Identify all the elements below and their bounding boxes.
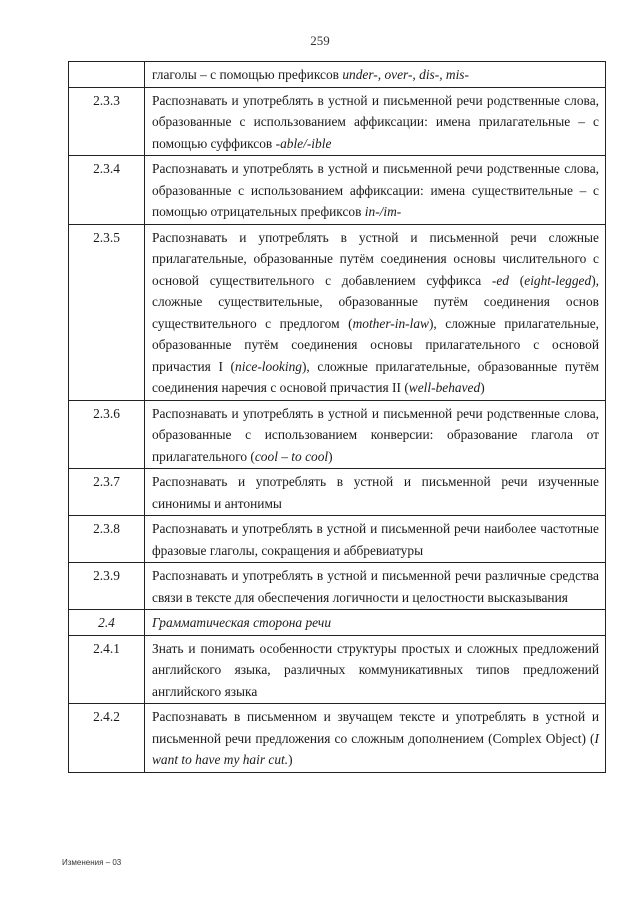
- item-description: [145, 635, 606, 704]
- item-description: [145, 469, 606, 516]
- table-row: [69, 635, 606, 704]
- item-number: 2.3.3: [69, 87, 145, 156]
- requirements-table: [68, 61, 606, 773]
- text-segment: ): [288, 752, 293, 767]
- text-segment: Распознавать и употреблять в устной и письменной речи родственные слова, образованные с использованием аффиксации: имена существительные – с помощью отрицательных префиксов: [152, 161, 599, 219]
- text-segment: ): [480, 380, 485, 395]
- text-segment: Распознавать и употреблять в устной и письменной речи различные средства связи в тексте для обеспечения логичности и целостности высказывания: [152, 568, 599, 605]
- text-segment: Грамматическая сторона речи: [152, 615, 332, 630]
- text-segment: Распознавать и употреблять в устной и письменной речи родственные слова, образованные с использованием аффиксации: имена прилагательные – с помощью суффиксов: [152, 92, 599, 151]
- text-segment: Распознавать и употреблять в устной и письменной речи изученные синонимы и антонимы: [152, 474, 599, 511]
- text-segment: ), сложные прилагательные, образованные путём соединения наречия с основой причастия II (: [152, 358, 599, 395]
- text-segment: Знать и понимать особенности структуры простых и сложных предложений английского языка, различных коммуникативных типов предложений английского языка: [152, 640, 599, 699]
- item-description: [145, 156, 606, 225]
- page-number: 259: [310, 33, 330, 48]
- italic-example: I want to have my hair cut.: [152, 730, 599, 767]
- item-number: 2.3.4: [69, 156, 145, 225]
- item-description: [145, 704, 606, 773]
- table-row: [69, 62, 606, 88]
- revision-footer: Изменения – 03: [62, 858, 122, 867]
- table-row: [69, 156, 606, 225]
- item-description: [145, 400, 606, 469]
- item-number: 2.3.8: [69, 516, 145, 563]
- italic-example: eight-legged: [524, 272, 592, 288]
- table-row: [69, 563, 606, 610]
- table-row: [69, 516, 606, 563]
- item-number: [69, 62, 145, 88]
- item-description: [145, 516, 606, 563]
- section-title: [145, 610, 606, 636]
- text-segment: (: [509, 272, 525, 288]
- item-number: 2.4.1: [69, 635, 145, 704]
- text-segment: Распознавать и употреблять в устной и письменной речи наиболее частотные фразовые глаголы, сокращения и аббревиатуры: [152, 521, 599, 558]
- italic-example: well-behaved: [408, 380, 481, 395]
- item-number: 2.3.5: [69, 224, 145, 400]
- item-number: 2.3.7: [69, 469, 145, 516]
- item-number: 2.3.9: [69, 563, 145, 610]
- italic-example: -ed: [491, 272, 510, 288]
- text-segment: Распознавать и употреблять в устной и письменной речи сложные прилагательные, образованные путём соединения основы числительного с основой существительного с добавлением суффикса: [152, 229, 599, 288]
- item-description: [145, 87, 606, 156]
- item-number: 2.4.2: [69, 704, 145, 773]
- item-number: 2.3.6: [69, 400, 145, 469]
- table-row: [69, 87, 606, 156]
- italic-example: cool – to cool: [254, 448, 329, 464]
- text-segment: глаголы – с помощью префиксов: [152, 67, 343, 82]
- table-row: [69, 400, 606, 469]
- table-row: [69, 469, 606, 516]
- text-segment: ), сложные прилагательные, образованные путём соединения основы прилагательного с основой причастия I (: [152, 315, 599, 374]
- table-row: [69, 224, 606, 400]
- text-segment: Распознавать и употреблять в устной и письменной речи родственные слова, образованные с использованием конверсии: образование глагола от прилагательного (: [152, 405, 599, 464]
- table-row: [69, 704, 606, 773]
- text-segment: Распознавать в письменном и звучащем тексте и употреблять в устной и письменной речи предложения со сложным дополнением (Complex Object) (: [152, 709, 599, 746]
- italic-example: nice-looking: [235, 358, 302, 374]
- requirements-table-body: [69, 62, 606, 773]
- item-number: 2.4: [69, 610, 145, 636]
- item-description: [145, 563, 606, 610]
- italic-example: mother-in-law: [352, 315, 429, 331]
- item-description: [145, 62, 606, 88]
- section-row: [69, 610, 606, 636]
- italic-example: -able/-ible: [275, 135, 332, 151]
- item-description: [145, 224, 606, 400]
- text-segment: ), сложные существительные, образованные путём соединения основ существительного с предлогом (: [152, 272, 599, 331]
- italic-example: in-/im-: [364, 204, 402, 219]
- italic-example: under-, over-, dis-, mis-: [342, 67, 469, 82]
- text-segment: ): [328, 448, 333, 464]
